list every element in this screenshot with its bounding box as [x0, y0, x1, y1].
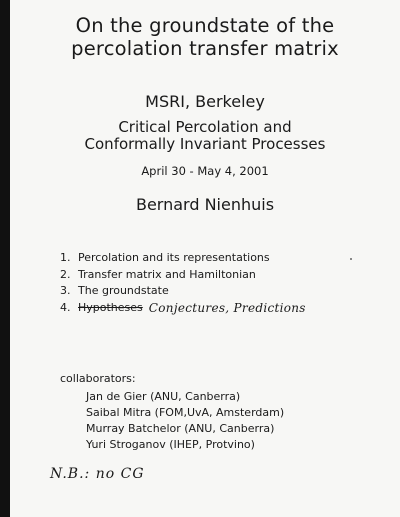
author-name: Bernard Nienhuis — [135, 195, 275, 214]
handwritten-correction: Conjectures, Predictions — [148, 300, 306, 315]
document-page — [10, 0, 400, 517]
outline-number: 1. — [60, 251, 71, 264]
outline-number: 4. — [60, 300, 71, 314]
scan-edge-bar — [0, 0, 10, 517]
conference-line-2: Conformally Invariant Processes — [84, 135, 326, 153]
outline-number: 3. — [60, 284, 71, 297]
conference-name — [10, 119, 400, 153]
outline-text: Percolation and its representations — [78, 251, 270, 264]
outline-item — [60, 283, 306, 300]
conference-dates: April 30 - May 4, 2001 — [141, 164, 269, 178]
collaborator-item: Saibal Mitra (FOM,UvA, Amsterdam) — [86, 406, 285, 419]
document-title — [10, 14, 400, 60]
title-line-2: percolation transfer matrix — [71, 37, 339, 60]
venue: MSRI, Berkeley — [145, 92, 265, 111]
outline-item — [60, 300, 306, 317]
outline-list — [60, 250, 306, 316]
outline-text: The groundstate — [78, 284, 169, 297]
collaborators-list — [86, 389, 284, 453]
conference-line-1: Critical Percolation and — [118, 118, 292, 136]
outline-item — [60, 250, 306, 267]
collaborator-item: Jan de Gier (ANU, Canberra) — [86, 390, 241, 403]
collaborator-item: Murray Batchelor (ANU, Canberra) — [86, 422, 275, 435]
struck-through-text: Hypotheses — [78, 300, 143, 314]
outline-item — [60, 267, 306, 284]
collaborator-item: Yuri Stroganov (IHEP, Protvino) — [86, 438, 255, 451]
outline-number: 2. — [60, 267, 71, 281]
collaborators-heading: collaborators: — [60, 372, 136, 385]
outline-text: Transfer matrix and Hamiltonian — [78, 267, 256, 281]
speck-mark — [350, 258, 352, 260]
title-line-1: On the groundstate of the — [75, 14, 335, 37]
handwritten-note: N.B.: no CG — [50, 466, 145, 482]
